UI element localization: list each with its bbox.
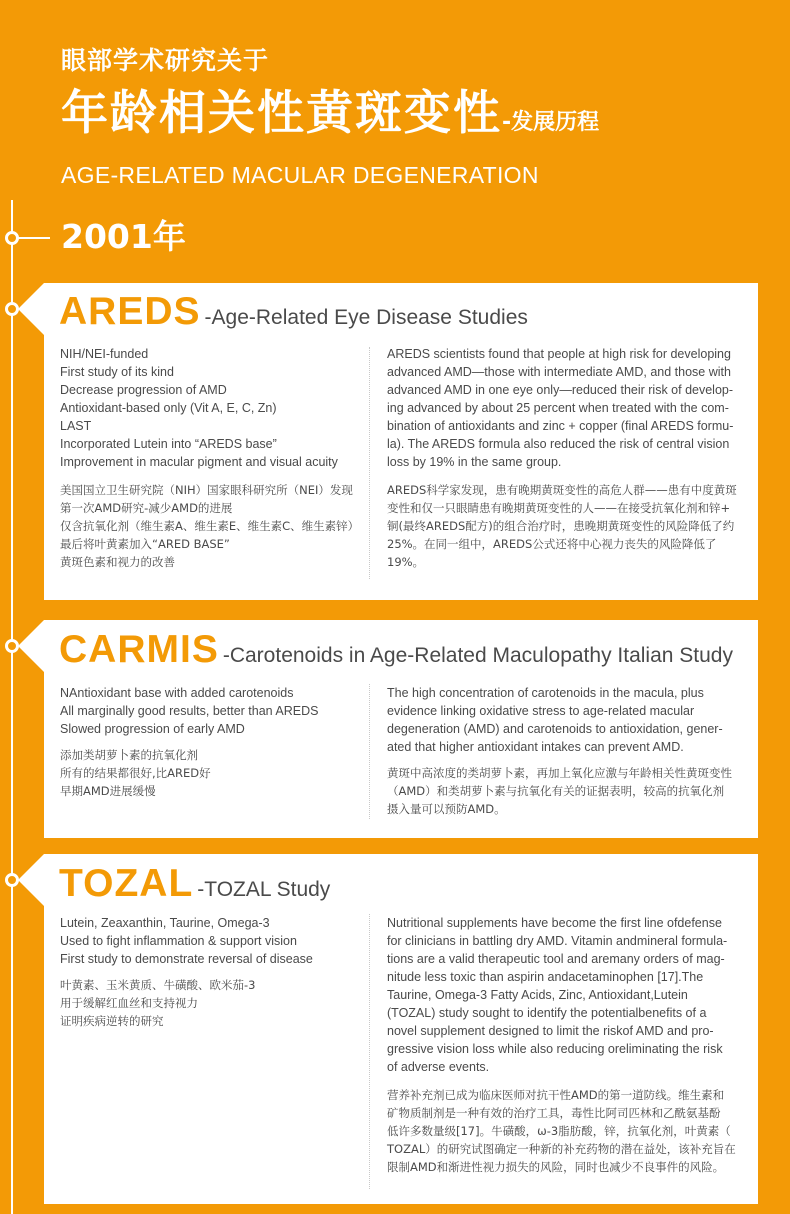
study-description [387, 345, 747, 571]
timeline-dot-year [5, 231, 19, 245]
text-line: 黄斑色素和视力的改善 [60, 555, 175, 569]
summary-english [60, 345, 360, 471]
text-line: AREDS scientists found that people at high risk for developing [387, 347, 731, 361]
description-english [387, 345, 747, 471]
text-line: All marginally good results, better than AREDS [60, 704, 319, 718]
page-header [61, 44, 599, 189]
text-line: The high concentration of carotenoids in the macula, plus [387, 686, 704, 700]
text-line: 早期AMD进展缓慢 [60, 784, 156, 798]
year-connector [18, 237, 50, 239]
text-line: novel supplement designed to limit the riskof AMD and pro- [387, 1024, 714, 1038]
text-line: 添加类胡萝卜素的抗氧化剂 [60, 748, 198, 762]
text-line: 叶黄素、玉米黄质、牛磺酸、欧米茄-3 [60, 978, 256, 992]
text-line: advanced AMD—those with intermediate AMD, and those with [387, 365, 731, 379]
description-chinese [387, 1086, 747, 1176]
study-title [59, 630, 733, 669]
study-summary [60, 684, 360, 800]
year-label: 2001年 [61, 217, 186, 256]
text-line: Improvement in macular pigment and visual acuity [60, 455, 338, 469]
text-line: 第一次AMD研究-减少AMD的进展 [60, 501, 233, 515]
text-line: TOZAL）的研究试图确定一种新的补充药物的潜在益处，该补充旨在 [387, 1142, 736, 1156]
study-card-tozal [44, 854, 758, 1204]
text-line: 所有的结果都很好,比ARED好 [60, 766, 211, 780]
text-line: 限制AMD和渐进性视力损失的风险，同时也减少不良事件的风险。 [387, 1160, 725, 1174]
text-line: tions are a valid therapeutic tool and aremany orders of mag- [387, 952, 725, 966]
description-chinese [387, 764, 747, 818]
summary-english [60, 684, 360, 738]
study-title [59, 292, 528, 331]
header-title-suffix: -发展历程 [502, 110, 600, 135]
text-line: 用于缓解红血丝和支持视力 [60, 996, 198, 1010]
study-summary [60, 914, 360, 1030]
text-line: 证明疾病逆转的研究 [60, 1014, 164, 1028]
text-line: Slowed progression of early AMD [60, 722, 245, 736]
text-line: loss by 19% in the same group. [387, 455, 562, 469]
text-line: NAntioxidant base with added carotenoids [60, 686, 294, 700]
text-line: LAST [60, 419, 92, 433]
summary-chinese [60, 976, 360, 1030]
text-line: Nutritional supplements have become the first line ofdefense [387, 916, 722, 930]
study-name: CARMIS [59, 628, 219, 671]
text-line: NIH/NEI-funded [60, 347, 149, 361]
summary-chinese [60, 481, 360, 571]
text-line: Antioxidant-based only (Vit A, E, C, Zn) [60, 401, 277, 415]
text-line: 变性和仅一只眼睛患有晚期黄斑变性的人——在接受抗氧化剂和锌+ [387, 501, 731, 515]
text-line: (TOZAL) study sought to identify the potentialbenefits of a [387, 1006, 707, 1020]
text-line: Incorporated Lutein into “AREDS base” [60, 437, 277, 451]
text-line: 摄入量可以预防AMD。 [387, 802, 506, 816]
text-line: advanced AMD in one eye only—reduced their risk of develop- [387, 383, 734, 397]
header-intro: 眼部学术研究关于 [61, 46, 270, 75]
description-english [387, 914, 747, 1076]
text-line: nitude less toxic than aspirin andacetaminophen [17].The [387, 970, 704, 984]
text-line: 低许多数量级[17]。牛磺酸，ω-3脂肪酸，锌，抗氧化剂，叶黄素（ [387, 1124, 731, 1138]
timeline-dot-carmis [5, 639, 19, 653]
text-line: for clinicians in battling dry AMD. Vitamin andmineral formula- [387, 934, 728, 948]
study-subtitle: -Age-Related Eye Disease Studies [204, 306, 528, 329]
study-card-carmis [44, 620, 758, 838]
column-divider [369, 347, 370, 579]
summary-english [60, 914, 360, 968]
column-divider [369, 684, 370, 819]
study-description [387, 684, 747, 818]
timeline-line [11, 200, 13, 1214]
text-line: 仅含抗氧化剂（维生素A、维生素E、维生素C、维生素锌） [60, 519, 360, 533]
text-line: degeneration (AMD) and carotenoids to antioxidation, gener- [387, 722, 723, 736]
study-description [387, 914, 747, 1176]
study-subtitle: -TOZAL Study [197, 878, 331, 901]
text-line: 19%。 [387, 555, 425, 569]
text-line: 黄斑中高浓度的类胡萝卜素，再加上氧化应激与年龄相关性黄斑变性 [387, 766, 732, 780]
study-summary [60, 345, 360, 571]
text-line: 最后将叶黄素加入“ARED BASE” [60, 537, 230, 551]
text-line: la). The AREDS formula also reduced the risk of central vision [387, 437, 730, 451]
text-line: 矿物质制剂是一种有效的治疗工具，毒性比阿司匹林和乙酰氨基酚 [387, 1106, 721, 1120]
header-title [61, 82, 599, 156]
study-subtitle: -Carotenoids in Age-Related Maculopathy Italian Study [222, 644, 733, 667]
summary-chinese [60, 746, 360, 800]
study-title [59, 864, 330, 903]
description-english [387, 684, 747, 756]
timeline-dot-areds [5, 302, 19, 316]
header-english-title: AGE-RELATED MACULAR DEGENERATION [61, 162, 539, 188]
study-card-areds [44, 283, 758, 600]
column-divider [369, 914, 370, 1189]
description-chinese [387, 481, 747, 571]
text-line: Decrease progression of AMD [60, 383, 227, 397]
text-line: 25%。在同一组中，AREDS公式还将中心视力丧失的风险降低了 [387, 537, 717, 551]
text-line: bination of antioxidants and zinc + copper (final AREDS formu- [387, 419, 734, 433]
text-line: Taurine, Omega-3 Fatty Acids, Zinc, Antioxidant,Lutein [387, 988, 688, 1002]
text-line: AREDS科学家发现，患有晚期黄斑变性的高危人群——患有中度黄斑 [387, 483, 737, 497]
text-line: gressive vision loss while also reducing oreliminating the risk [387, 1042, 723, 1056]
text-line: （AMD）和类胡萝卜素与抗氧化有关的证据表明，较高的抗氧化剂 [387, 784, 725, 798]
text-line: ated that higher antioxidant intakes can prevent AMD. [387, 740, 684, 754]
header-title-main: 年龄相关性黄斑变性 [61, 86, 502, 141]
study-name: TOZAL [59, 862, 194, 905]
text-line: First study to demonstrate reversal of disease [60, 952, 313, 966]
text-line: evidence linking oxidative stress to age-related macular [387, 704, 695, 718]
text-line: 营养补充剂已成为临床医师对抗干性AMD的第一道防线。维生素和 [387, 1088, 725, 1102]
text-line: Used to fight inflammation & support vision [60, 934, 297, 948]
timeline-dot-tozal [5, 873, 19, 887]
text-line: 美国国立卫生研究院（NIH）国家眼科研究所（NEI）发现 [60, 483, 353, 497]
text-line: Lutein, Zeaxanthin, Taurine, Omega-3 [60, 916, 270, 930]
text-line: of adverse events. [387, 1060, 490, 1074]
text-line: First study of its kind [60, 365, 174, 379]
text-line: 铜(最终AREDS配方)的组合治疗时，患晚期黄斑变性的风险降低了约 [387, 519, 735, 533]
study-name: AREDS [59, 290, 201, 333]
text-line: ing advanced by about 25 percent when treated with the com- [387, 401, 729, 415]
